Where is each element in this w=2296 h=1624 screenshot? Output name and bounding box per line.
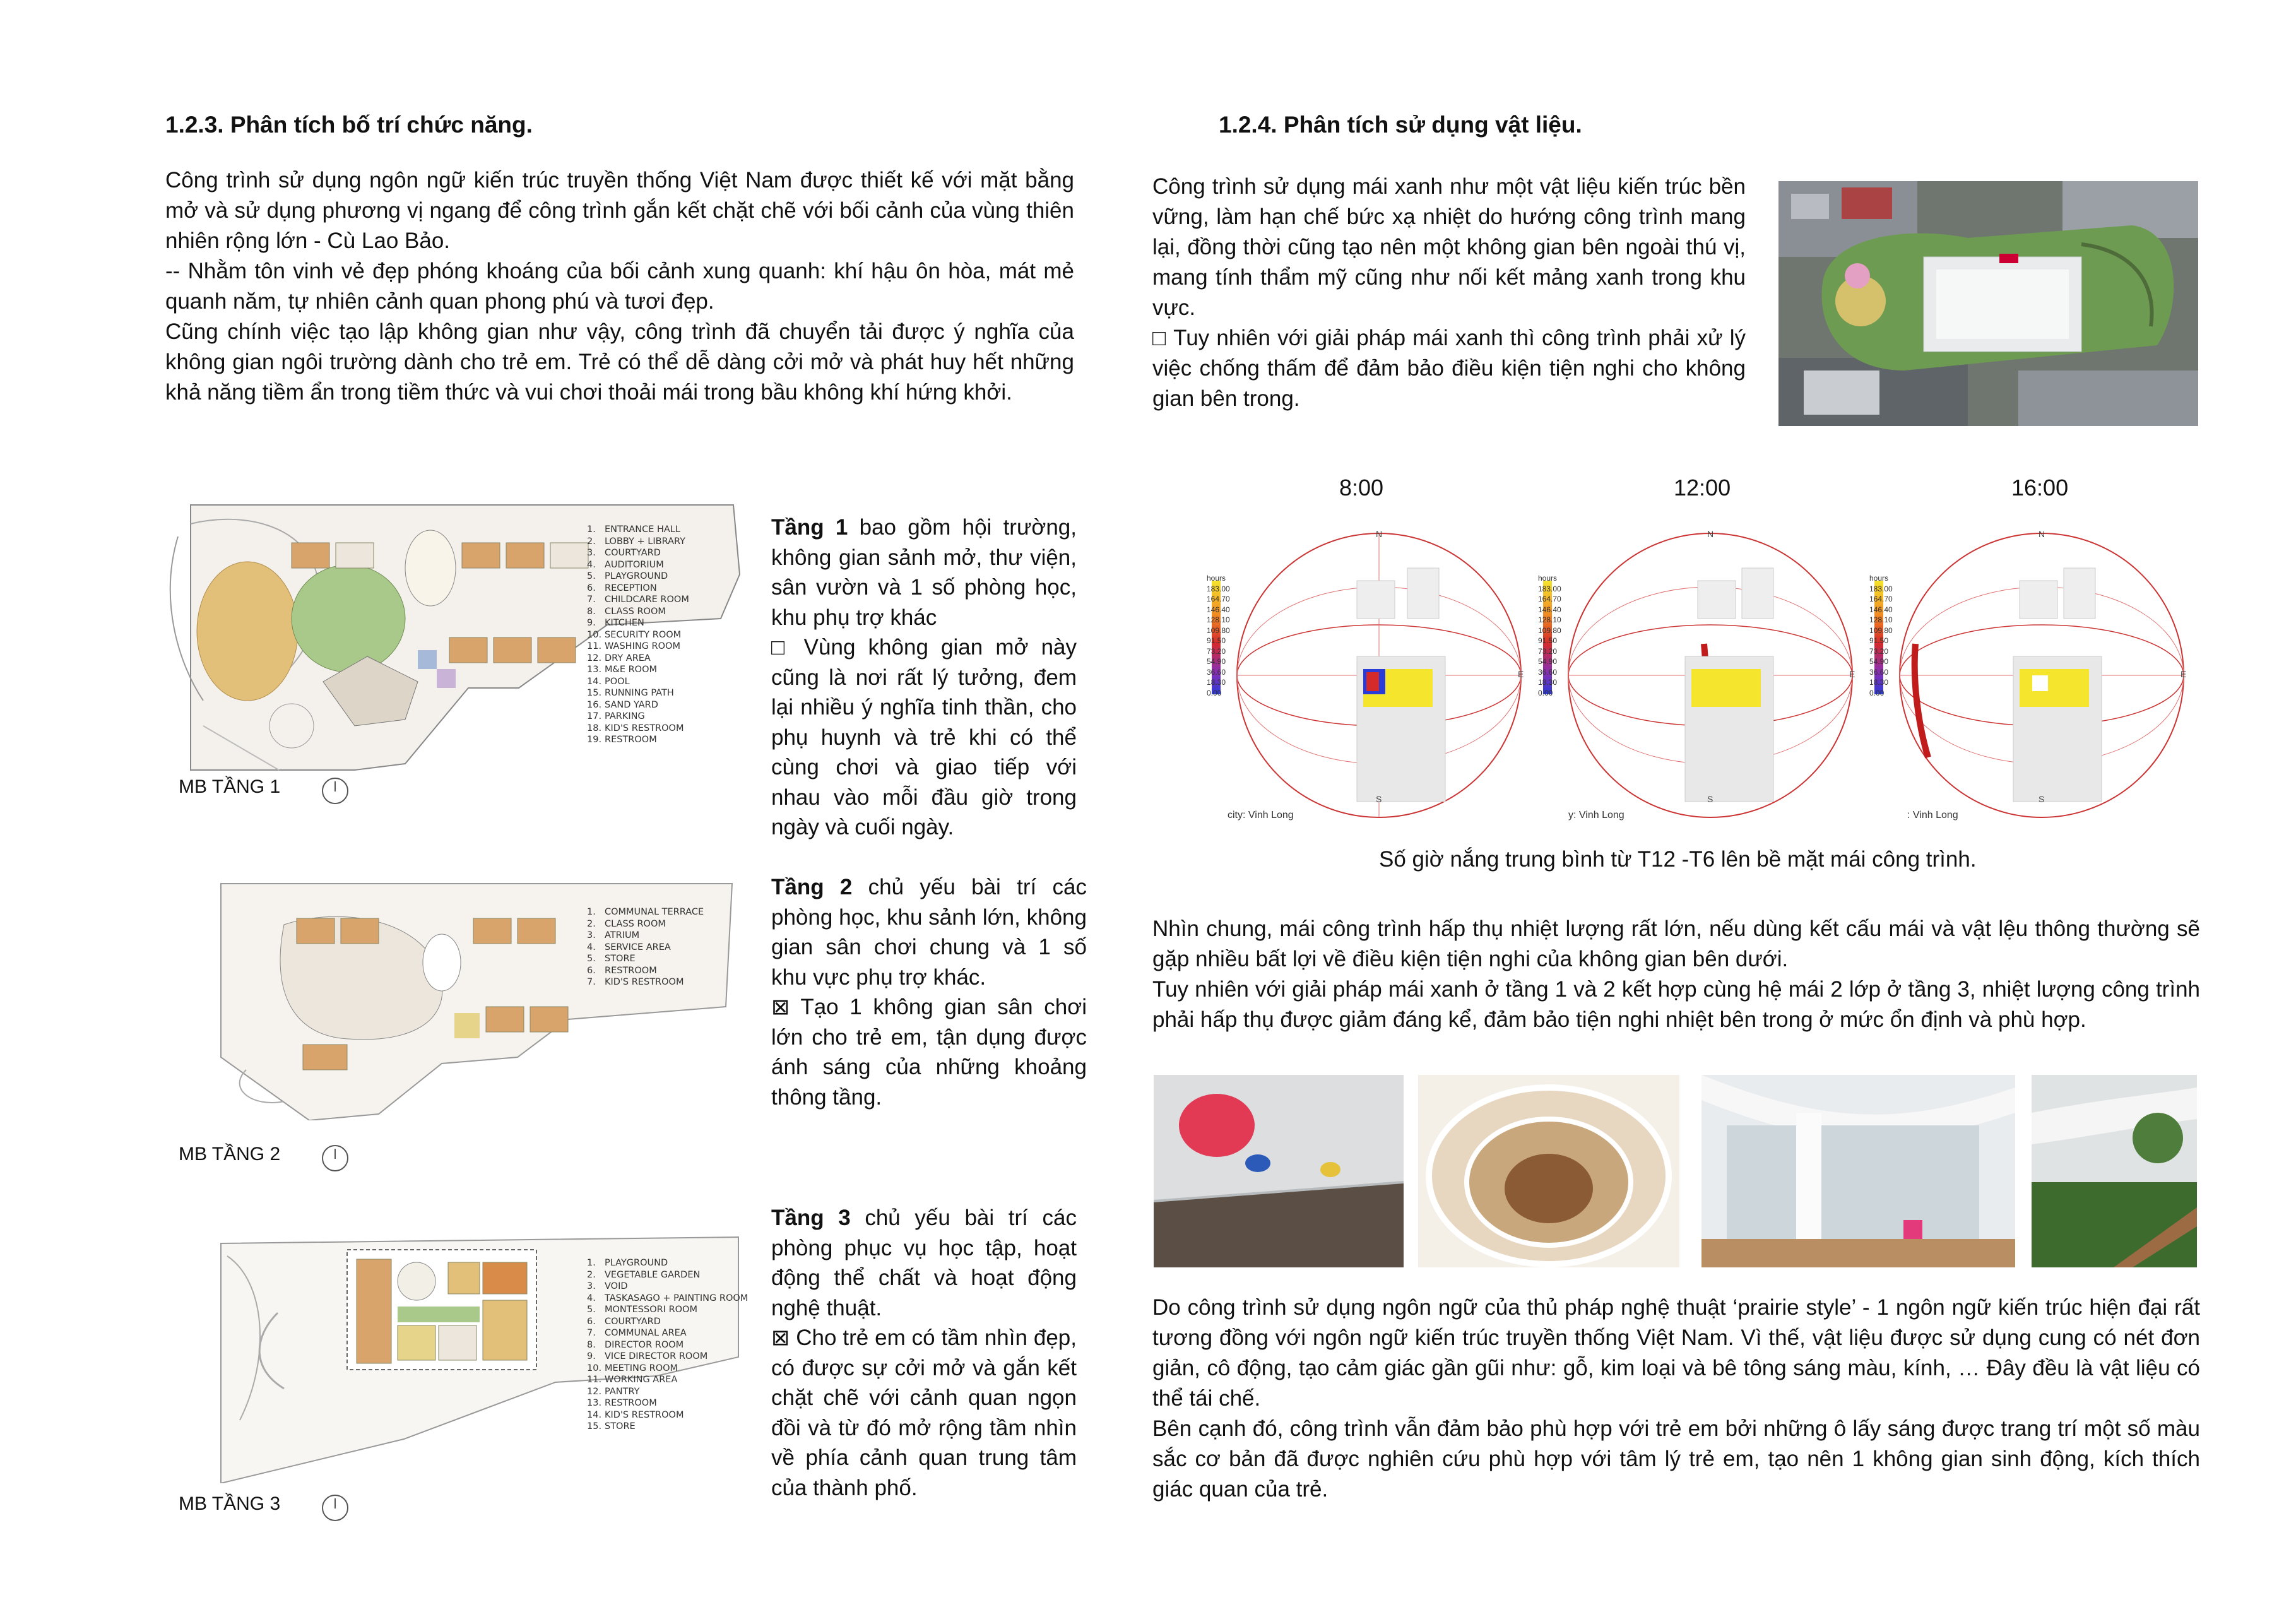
north-arrow-icon bbox=[322, 1145, 348, 1171]
function-intro bbox=[165, 165, 1074, 408]
floor-caption: MB TẦNG 3 bbox=[179, 1493, 281, 1514]
legend-item: 14. KID'S RESTROOM bbox=[587, 1409, 684, 1420]
floor-3-description bbox=[771, 1203, 1077, 1503]
sun-scale-3: hours 183.00 164.70 146.40 128.10 109.80 91.50 73.20 54.90 36.60 18.30 0.00 bbox=[1869, 574, 1893, 697]
sun-study-diagrams bbox=[1199, 518, 2196, 833]
legend-item: 4. AUDITORIUM bbox=[587, 559, 664, 570]
legend-item: 2. VEGETABLE GARDEN bbox=[587, 1269, 701, 1280]
floor-text: Vùng không gian mở này cũng là nơi rất lý tưởng, đem lại nhiều ý nghĩa tinh thần, cho phụ huynh và trẻ khi có thể cùng chơi và giao tiếp với nhau vào mỗi đầu giờ trong ngày và cuối ngày. bbox=[771, 635, 1077, 839]
legend-item: 1. PLAYGROUND bbox=[587, 1258, 668, 1268]
floor-title: Tầng 3 bbox=[771, 1206, 851, 1230]
aerial-photo bbox=[1778, 181, 2198, 426]
bullet-icon: ⊠ bbox=[771, 995, 790, 1019]
interior-photo-garden bbox=[2032, 1075, 2197, 1267]
aerial-photo-drawing bbox=[1778, 181, 2198, 426]
sun-time-label: 16:00 bbox=[2011, 475, 2069, 501]
bullet-icon: □ bbox=[1152, 326, 1167, 350]
legend-item: 17. PARKING bbox=[587, 711, 645, 721]
legend-item: 4. SERVICE AREA bbox=[587, 942, 671, 952]
legend-item: 6. RESTROOM bbox=[587, 965, 657, 976]
legend-item: 7. KID'S RESTROOM bbox=[587, 977, 684, 987]
section-heading-function: 1.2.3. Phân tích bố trí chức năng. bbox=[165, 112, 533, 138]
floor-text: Tạo 1 không gian sân chơi lớn cho trẻ em, tận dụng được ánh sáng của những khoảng thông tầng. bbox=[771, 995, 1087, 1110]
sun-diagram-12pm bbox=[1543, 533, 1852, 817]
compass-north: N bbox=[1707, 529, 1714, 539]
material-intro bbox=[1152, 172, 1746, 414]
legend-item: 5. PLAYGROUND bbox=[587, 571, 668, 581]
compass-east: E bbox=[2181, 669, 2187, 679]
compass-east: E bbox=[1849, 669, 1855, 679]
legend-item: 10. MEETING ROOM bbox=[587, 1363, 678, 1373]
floor-2-description bbox=[771, 872, 1087, 1112]
floor-title: Tầng 2 bbox=[771, 875, 853, 899]
material-conclusion-text bbox=[1152, 1293, 2200, 1505]
legend-item: 10. SECURITY ROOM bbox=[587, 629, 682, 640]
compass-north: N bbox=[2039, 529, 2045, 539]
sun-scale-1: hours 183.00 164.70 146.40 128.10 109.80 91.50 73.20 54.90 36.60 18.30 0.00 bbox=[1207, 574, 1230, 697]
legend-item: 8. CLASS ROOM bbox=[587, 606, 666, 617]
analysis-paragraph: Tuy nhiên với giải pháp mái xanh ở tầng 1 và 2 kết hợp cùng hệ mái 2 lớp ở tầng 3, nhiệt lượng công trình phải hấp thụ được giảm đáng kể, đảm bảo tiện nghi nhiệt bên trong ở mức ổn định và phù hợp. bbox=[1152, 977, 2200, 1032]
legend-item: 5. STORE bbox=[587, 954, 636, 964]
legend-item: 1. ENTRANCE HALL bbox=[587, 525, 680, 535]
legend-item: 2. CLASS ROOM bbox=[587, 918, 666, 929]
floor-text: chủ yếu bài trí các phòng học, khu sảnh lớn, không gian sân chơi chung và 1 số khu vực phụ trợ khác. bbox=[771, 875, 1087, 990]
intro-paragraph: Công trình sử dụng mái xanh như một vật liệu kiến trúc bền vững, làm hạn chế bức xạ nhiệt do hướng công trình mang lại, đồng thời cũng tạo nên một không gian bên ngoài thú vị, mang tính thẩm mỹ cũng như nối kết mảng xanh trong khu vực. bbox=[1152, 174, 1746, 320]
legend-item: 9. VICE DIRECTOR ROOM bbox=[587, 1351, 708, 1361]
intro-paragraph: Cũng chính việc tạo lập không gian như vậy, công trình đã chuyển tải được ý nghĩa của không gian ngôi trường dành cho trẻ em. Trẻ có thể dễ dàng cởi mở và phát huy hết những khả năng tiềm ẩn trong tiềm thức và vui chơi thoải mái trong bầu không khí hứng khởi. bbox=[165, 319, 1074, 405]
floor-text: Cho trẻ em có tầm nhìn đẹp, có được sự cởi mở và gắn kết chặt chẽ với cảnh quan ngọn đồi và từ đó mở rộng tầm nhìn về phía cảnh quan trung tâm của thành phố. bbox=[771, 1325, 1077, 1500]
city-label: : Vinh Long bbox=[1907, 810, 1958, 821]
legend-item: 2. LOBBY + LIBRARY bbox=[587, 536, 686, 547]
floor-plan-2-legend bbox=[587, 906, 726, 988]
city-label: city: Vinh Long bbox=[1228, 810, 1294, 821]
legend-item: 13. M&E ROOM bbox=[587, 665, 657, 675]
legend-item: 13. RESTROOM bbox=[587, 1398, 657, 1408]
legend-item: 11. WORKING AREA bbox=[587, 1375, 678, 1385]
floor-text: chủ yếu bài trí các phòng phục vụ học tập, hoạt động thể chất và hoạt động nghệ thuật. bbox=[771, 1206, 1077, 1320]
compass-east: E bbox=[1518, 669, 1524, 679]
floor-caption: MB TẦNG 1 bbox=[179, 776, 281, 797]
bullet-icon: □ bbox=[771, 635, 791, 660]
analysis-paragraph: Nhìn chung, mái công trình hấp thụ nhiệt lượng rất lớn, nếu dùng kết cấu mái và vật lệu thông thường sẽ gặp nhiều bất lợi về điều kiện tiện nghi của không gian bên dưới. bbox=[1152, 916, 2200, 971]
north-arrow-icon bbox=[322, 1495, 348, 1521]
interior-photo-stair bbox=[1418, 1075, 1679, 1267]
sun-study-drawing bbox=[1199, 518, 2196, 833]
sun-diagram-8am bbox=[1212, 533, 1521, 817]
legend-item: 1. COMMUNAL TERRACE bbox=[587, 907, 704, 917]
sun-scale-2: hours 183.00 164.70 146.40 128.10 109.80 91.50 73.20 54.90 36.60 18.30 0.00 bbox=[1538, 574, 1561, 697]
legend-item: 15. RUNNING PATH bbox=[587, 688, 674, 698]
legend-item: 7. CHILDCARE ROOM bbox=[587, 595, 689, 605]
legend-item: 7. COMMUNAL AREA bbox=[587, 1328, 687, 1338]
legend-item: 12. DRY AREA bbox=[587, 653, 651, 663]
compass-south: S bbox=[1376, 794, 1382, 804]
floor-text: bao gồm hội trường, không gian sảnh mở, thư viện, sân vườn và 1 số phòng học, khu phụ trợ khác bbox=[771, 515, 1077, 630]
legend-item: 16. SAND YARD bbox=[587, 699, 658, 710]
interior-photo-lobby bbox=[1701, 1075, 2015, 1267]
legend-item: 19. RESTROOM bbox=[587, 735, 657, 745]
compass-south: S bbox=[1707, 794, 1713, 804]
city-label: y: Vinh Long bbox=[1568, 810, 1624, 821]
compass-north: N bbox=[1376, 529, 1383, 539]
floor-caption: MB TẦNG 2 bbox=[179, 1144, 281, 1165]
floor-plan-1-legend bbox=[587, 524, 726, 746]
legend-item: 6. COURTYARD bbox=[587, 1316, 661, 1327]
section-heading-material: 1.2.4. Phân tích sử dụng vật liệu. bbox=[1219, 112, 1582, 138]
interior-photo-skylights bbox=[1154, 1075, 1404, 1267]
legend-item: 12. PANTRY bbox=[587, 1386, 640, 1397]
intro-paragraph: □ Tuy nhiên với giải pháp mái xanh thì công trình phải xử lý việc chống thấm để đảm bảo điều kiện tiện nghi cho không gian bên trong. bbox=[1152, 326, 1746, 411]
legend-item: 5. MONTESSORI ROOM bbox=[587, 1305, 697, 1315]
compass-south: S bbox=[2039, 794, 2045, 804]
legend-item: 8. DIRECTOR ROOM bbox=[587, 1339, 684, 1350]
sun-diagram-4pm bbox=[1874, 533, 2187, 817]
legend-item: 18. KID'S RESTROOM bbox=[587, 723, 684, 733]
legend-item: 3. ATRIUM bbox=[587, 930, 640, 940]
intro-paragraph: Công trình sử dụng ngôn ngữ kiến trúc truyền thống Việt Nam được thiết kế với mặt bằng mở và sử dụng phương vị ngang để công trình gắn kết chặt chẽ với bối cảnh của vùng thiên nhiên rộng lớn - Cù Lao Bảo. bbox=[165, 168, 1074, 253]
legend-item: 15. STORE bbox=[587, 1421, 636, 1431]
legend-item: 4. TASKASAGO + PAINTING ROOM bbox=[587, 1293, 749, 1303]
legend-item: 11. WASHING ROOM bbox=[587, 641, 680, 651]
floor-1-description bbox=[771, 513, 1077, 843]
legend-item: 3. VOID bbox=[587, 1281, 628, 1291]
intro-paragraph: -- Nhằm tôn vinh vẻ đẹp phóng khoáng của bối cảnh xung quanh: khí hậu ôn hòa, mát mẻ quanh năm, tự nhiên cảnh quan phong phú và tươi đẹp. bbox=[165, 259, 1074, 314]
floor-plan-3-legend bbox=[587, 1257, 751, 1433]
legend-item: 3. COURTYARD bbox=[587, 548, 661, 558]
sun-study-caption: Số giờ nắng trung bình từ T12 -T6 lên bề mặt mái công trình. bbox=[1379, 847, 1977, 872]
bullet-icon: ⊠ bbox=[771, 1325, 790, 1350]
north-arrow-icon bbox=[322, 778, 348, 804]
legend-item: 6. RECEPTION bbox=[587, 583, 657, 593]
conclusion-paragraph: Do công trình sử dụng ngôn ngữ của thủ pháp nghệ thuật ‘prairie style’ - 1 ngôn ngữ kiến trúc hiện đại rất tương đồng với ngôn ngữ kiến trúc truyền thống Việt Nam. Vì thế, vật liệu được sử dụng cung có nét đơn giản, cô động, tạo cảm giác gần gũi như: gỗ, kim loại và bê tông sáng màu, kính, … Đây đều là vật liệu có thể tái chế. bbox=[1152, 1295, 2200, 1411]
sun-time-label: 12:00 bbox=[1674, 475, 1731, 501]
legend-item: 14. POOL bbox=[587, 676, 630, 687]
conclusion-paragraph: Bên cạnh đó, công trình vẫn đảm bảo phù hợp với trẻ em bởi những ô lấy sáng được trang trí một số màu sắc cơ bản đã được nghiên cứu phù hợp với tâm lý trẻ em, tạo nên 1 không gian sinh động, kích thích giác quan của trẻ. bbox=[1152, 1416, 2200, 1502]
material-analysis-text bbox=[1152, 914, 2200, 1035]
sun-time-label: 8:00 bbox=[1339, 475, 1384, 501]
legend-item: 9. KITCHEN bbox=[587, 618, 644, 628]
floor-title: Tầng 1 bbox=[771, 515, 848, 540]
